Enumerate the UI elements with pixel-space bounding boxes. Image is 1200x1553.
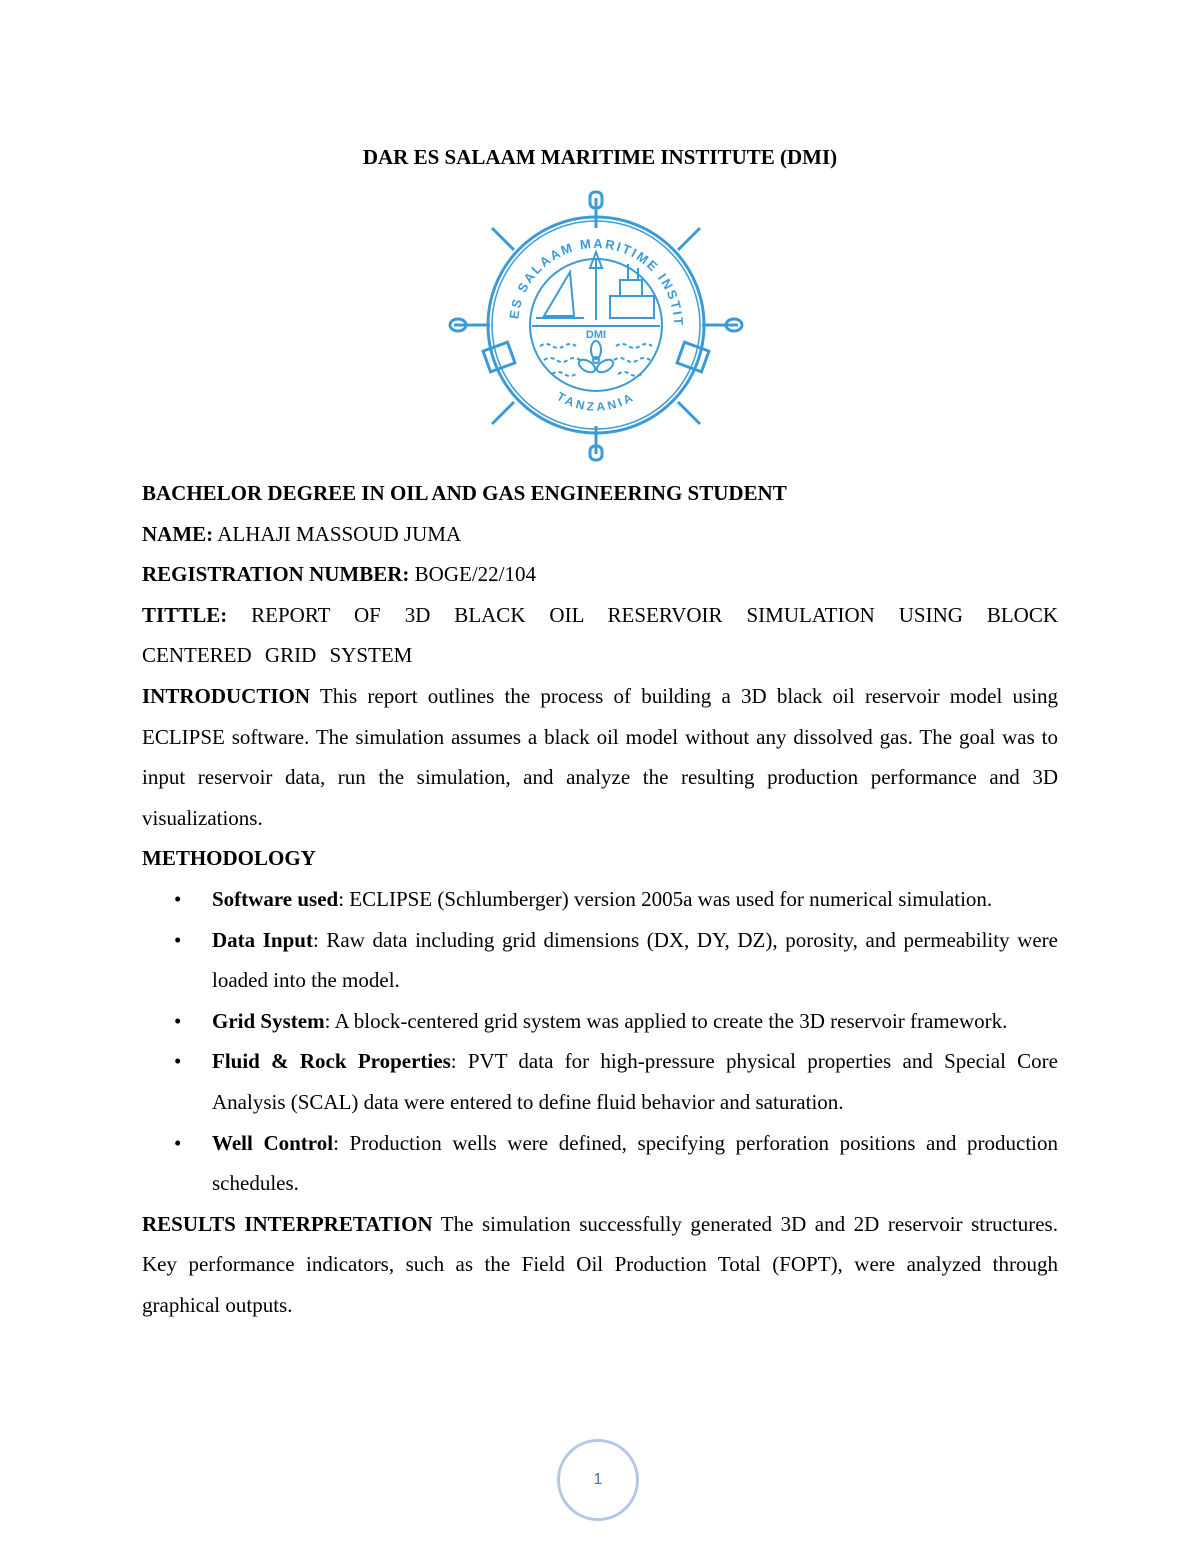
list-item-text: : ECLIPSE (Schlumberger) version 2005a was used for numerical simulation.	[338, 886, 993, 911]
page-number: 1	[557, 1439, 639, 1521]
svg-text:TANZANIA	[554, 389, 637, 414]
name-line	[142, 514, 1058, 555]
methodology-heading-line	[142, 838, 1058, 879]
list-item-text: : A block-centered grid system was applied to create the 3D reservoir framework.	[324, 1008, 1008, 1033]
report-title-value: REPORT OF 3D BLACK OIL RESERVOIR SIMULATION USING BLOCK CENTERED GRID SYSTEM	[142, 602, 1059, 668]
list-item-text: : PVT data for high-pressure physical properties and Special Core Analysis (SCAL) data were entered to define fluid behavior and saturation.	[212, 1049, 1058, 1114]
logo-center-text: DMI	[585, 329, 607, 341]
name-value: ALHAJI MASSOUD JUMA	[217, 521, 462, 546]
svg-text:DAR ES SALAAM MARITIME INSTITU	[448, 188, 686, 327]
list-item-text: : Raw data including grid dimensions (DX, DY, DZ), porosity, and permeability were loaded into the model.	[212, 927, 1058, 993]
introduction-paragraph	[142, 676, 1058, 838]
logo-ring-text-bottom: TANZANIA	[554, 389, 638, 414]
bullet-icon: •	[174, 886, 182, 911]
degree-line	[142, 473, 1058, 514]
bullet-icon: •	[174, 1130, 182, 1155]
results-heading: RESULTS INTERPRETATION	[142, 1211, 433, 1236]
list-item	[142, 920, 1058, 1001]
introduction-text: This report outlines the process of building a 3D black oil reservoir model using ECLIPSE software. The simulation assumes a black oil model without any dissolved gas. The goal was to input reservoir data, run the simulation, and analyze the resulting production performance and 3D visualizations.	[142, 683, 1058, 830]
name-label: NAME:	[142, 521, 214, 546]
results-paragraph	[142, 1204, 1058, 1326]
list-item	[142, 1041, 1058, 1122]
registration-value: BOGE/22/104	[414, 562, 536, 587]
report-title-line	[142, 595, 1058, 676]
bullet-icon: •	[174, 1049, 182, 1074]
list-item-text: : Production wells were defined, specifying perforation positions and production schedules.	[212, 1130, 1058, 1196]
bullet-icon: •	[174, 1008, 182, 1033]
list-item-term: Well Control	[212, 1130, 334, 1155]
logo-ring-text-top: ES SALAAM MARITIME INSTIT	[506, 235, 687, 328]
degree-text: BACHELOR DEGREE IN OIL AND GAS ENGINEERING STUDENT	[142, 481, 787, 505]
bullet-icon: •	[174, 927, 182, 952]
list-item	[142, 1123, 1058, 1204]
report-title-label: TITTLE:	[142, 602, 228, 627]
list-item	[142, 879, 1058, 920]
institute-title: DAR ES SALAAM MARITIME INSTITUTE (DMI)	[362, 145, 838, 169]
list-item	[142, 1001, 1058, 1042]
registration-line	[142, 554, 1058, 595]
dmi-logo-icon	[448, 188, 744, 463]
methodology-list	[142, 879, 1058, 1204]
document-body	[142, 473, 1058, 1325]
list-item-term: Fluid & Rock Properties	[212, 1049, 451, 1074]
list-item-term: Grid System	[212, 1008, 325, 1033]
introduction-heading: INTRODUCTION	[142, 683, 311, 708]
results-text: The simulation successfully generated 3D and 2D reservoir structures. Key performance indicators, such as the Field Oil Production Total (FOPT), were analyzed through graphical outputs.	[142, 1211, 1058, 1317]
list-item-term: Software used	[212, 886, 339, 911]
registration-label: REGISTRATION NUMBER:	[142, 562, 410, 587]
methodology-heading: METHODOLOGY	[142, 846, 316, 871]
list-item-term: Data Input	[212, 927, 313, 952]
